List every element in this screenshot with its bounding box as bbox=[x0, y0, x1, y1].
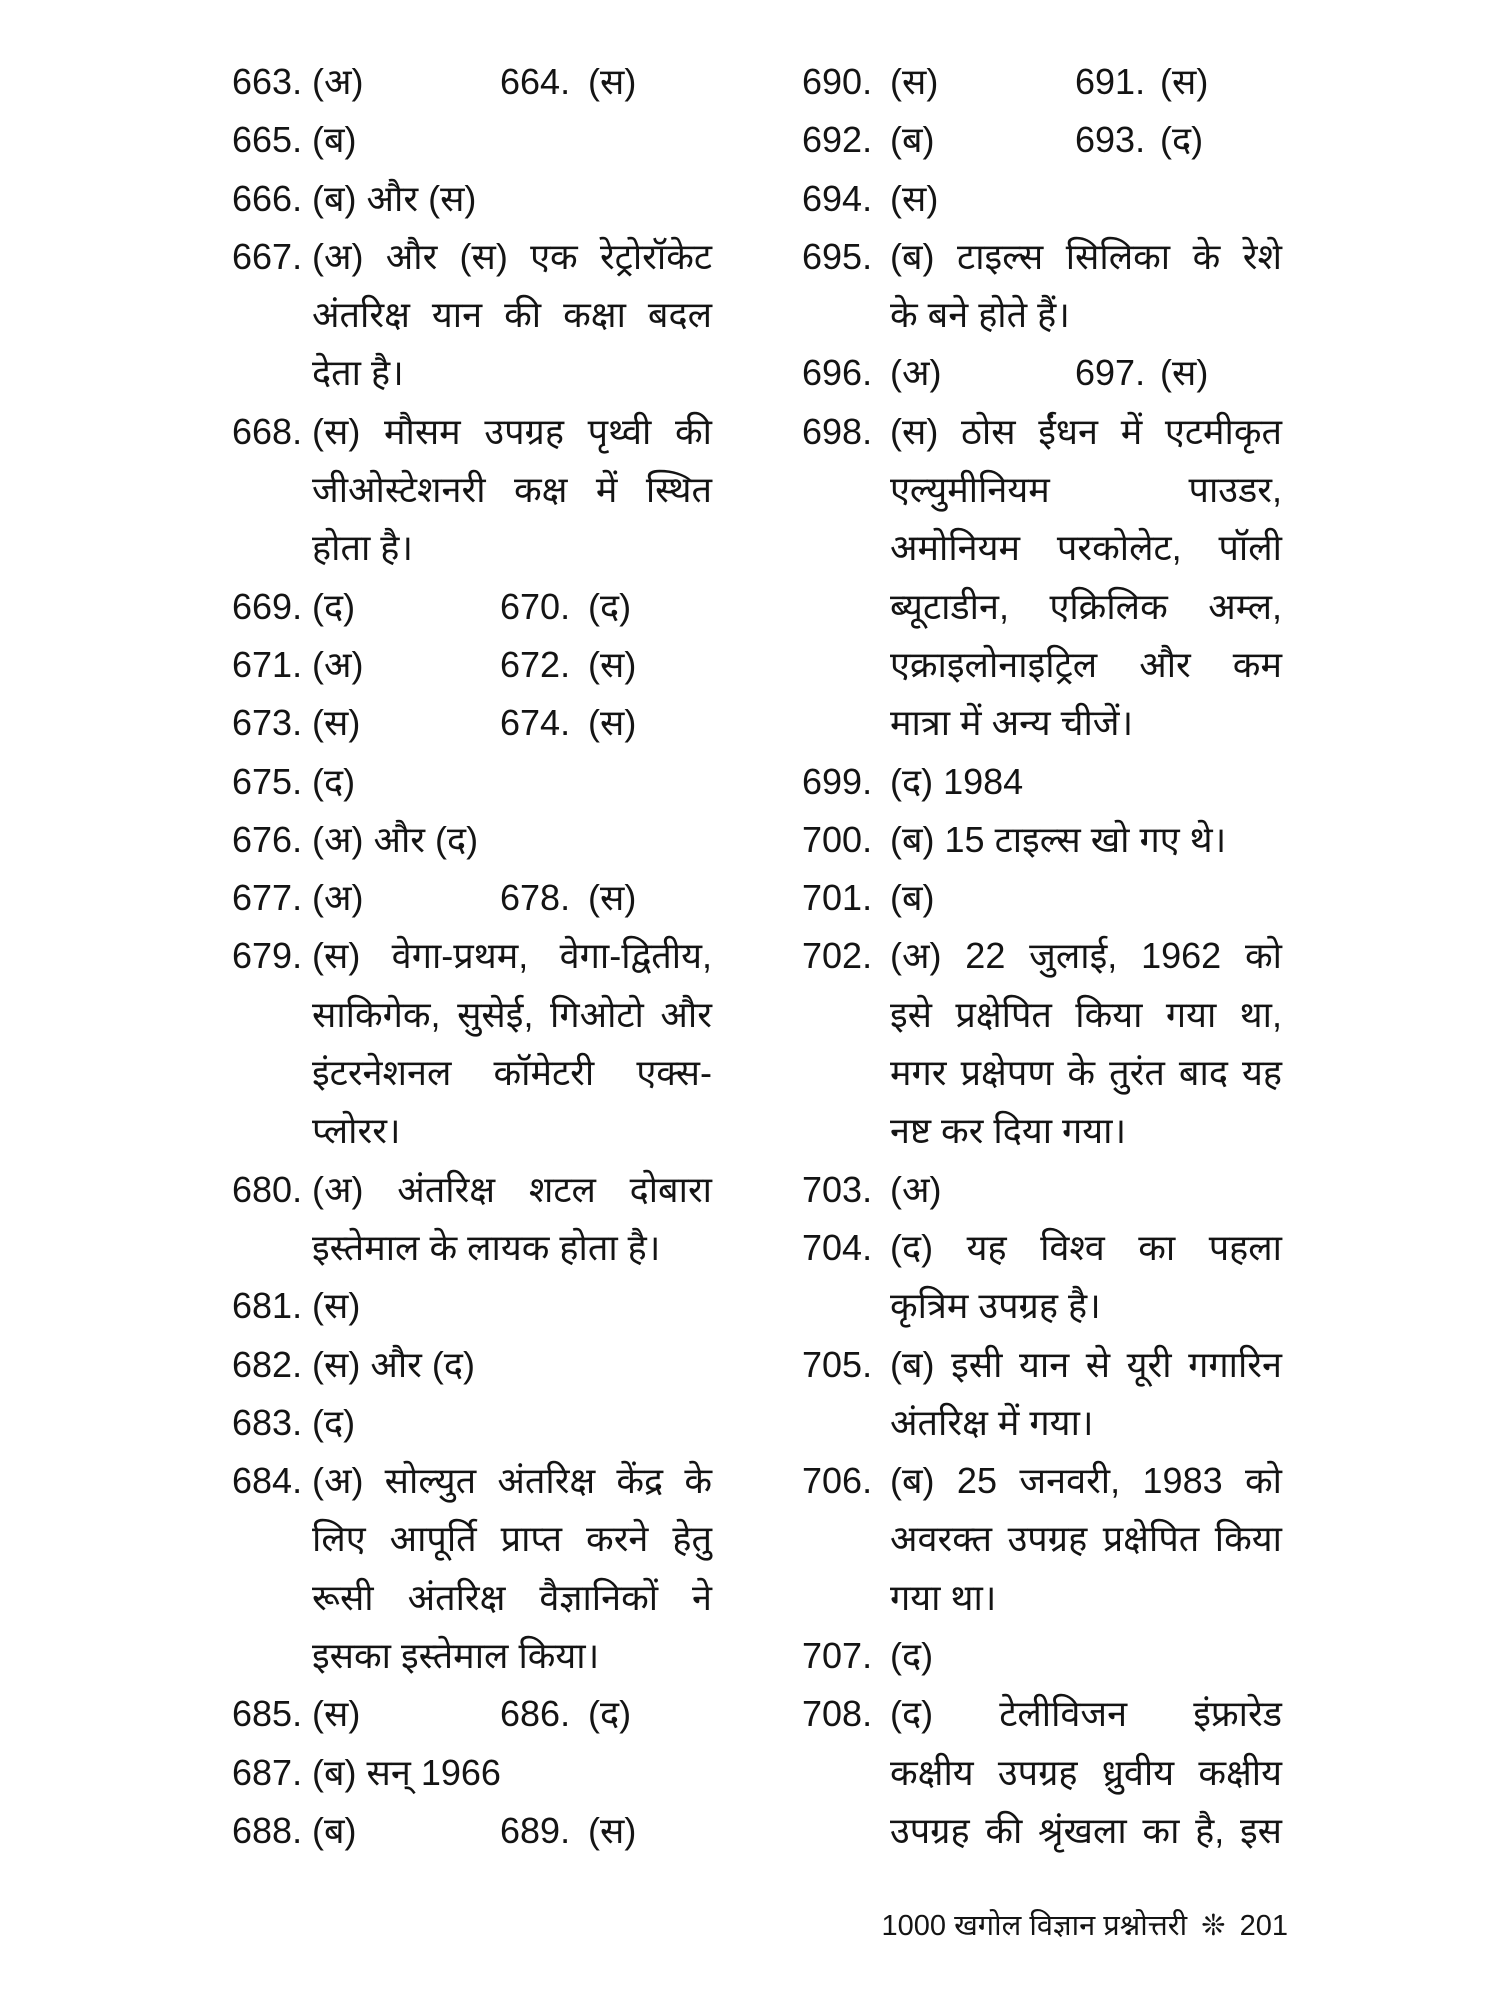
question-number: 694. bbox=[802, 177, 873, 219]
answer-text-line: (स) मौसम उपग्रह पृथ्वी की bbox=[312, 410, 712, 452]
answer-text-line: (ब) bbox=[312, 119, 357, 161]
question-number: 688. bbox=[232, 1809, 303, 1851]
answer-text-line: इंटरनेशनल कॉमेटरी एक्स- bbox=[312, 1052, 712, 1094]
answer-text-line: (ब) सन् 1966 bbox=[312, 1751, 501, 1793]
answer-text-line: साकिगेक, सुसेई, गिओटो और bbox=[312, 993, 712, 1035]
question-number: 669. bbox=[232, 585, 303, 627]
answer-text-line: इसका इस्तेमाल किया। bbox=[312, 1635, 600, 1677]
question-number: 663. bbox=[232, 61, 303, 102]
answer-text-line: (ब) इसी यान से यूरी गगारिन bbox=[890, 1343, 1282, 1385]
answer-text-line: लिए आपूर्ति प्राप्त करने हेतु bbox=[312, 1518, 712, 1560]
question-number: 686. bbox=[500, 1693, 571, 1735]
answer-676 bbox=[232, 811, 712, 869]
answer-text-line: (स) bbox=[312, 1285, 361, 1327]
question-number: 695. bbox=[802, 235, 873, 277]
right-answer-column bbox=[802, 53, 1282, 1860]
question-number: 699. bbox=[802, 760, 873, 802]
question-number: 675. bbox=[232, 760, 303, 802]
answer-text-line: मगर प्रक्षेपण के तुरंत बाद यह bbox=[890, 1052, 1282, 1094]
answer-667 bbox=[232, 228, 712, 403]
answer-text-line: (स) और (द) bbox=[312, 1343, 475, 1385]
question-number: 706. bbox=[802, 1460, 873, 1502]
page-footer bbox=[882, 1905, 1289, 1946]
answer-option: (स) bbox=[588, 1809, 637, 1851]
answer-707 bbox=[802, 1627, 1282, 1685]
answer-option: (द) bbox=[588, 585, 632, 627]
answer-text-line: कक्षीय उपग्रह ध्रुवीय कक्षीय bbox=[890, 1751, 1282, 1793]
question-number: 681. bbox=[232, 1285, 303, 1327]
answer-680 bbox=[232, 1161, 712, 1278]
answer-pair-669-670 bbox=[232, 578, 712, 636]
answer-675 bbox=[232, 753, 712, 811]
answer-text-line: एक्राइलोनाइट्रिल और कम bbox=[890, 643, 1282, 685]
question-number: 680. bbox=[232, 1168, 303, 1210]
question-number: 700. bbox=[802, 818, 873, 860]
answer-text-line: (द) यह विश्व का पहला bbox=[890, 1226, 1282, 1268]
answer-pair-690-691 bbox=[802, 53, 1282, 111]
answer-pair-688-689 bbox=[232, 1802, 712, 1860]
answer-text-line: अंतरिक्ष में गया। bbox=[890, 1401, 1094, 1443]
question-number: 707. bbox=[802, 1635, 873, 1677]
book-title: 1000 खगोल विज्ञान प्रश्नोत्तरी bbox=[881, 1910, 1188, 1942]
question-number: 671. bbox=[232, 643, 303, 685]
question-number: 672. bbox=[500, 643, 571, 685]
answer-text-line: (द) bbox=[312, 760, 356, 802]
question-number: 665. bbox=[232, 119, 303, 161]
answer-text-line: नष्ट कर दिया गया। bbox=[890, 1110, 1127, 1152]
question-number: 703. bbox=[802, 1168, 873, 1210]
question-number: 704. bbox=[802, 1226, 873, 1268]
answer-option: (द) bbox=[1160, 119, 1204, 161]
question-number: 693. bbox=[1075, 119, 1146, 161]
answer-option: (ब) bbox=[890, 119, 935, 161]
question-number: 690. bbox=[802, 61, 873, 102]
question-number: 679. bbox=[232, 935, 303, 977]
answer-option: (स) bbox=[588, 877, 637, 919]
question-number: 668. bbox=[232, 410, 303, 452]
question-number: 708. bbox=[802, 1693, 873, 1735]
answer-703 bbox=[802, 1161, 1282, 1219]
answer-679 bbox=[232, 927, 712, 1160]
answer-text-line: (द) टेलीविजन इंफ्रारेड bbox=[890, 1693, 1282, 1735]
answer-text-line: (द) bbox=[312, 1401, 356, 1443]
answer-text-line: गया था। bbox=[890, 1576, 997, 1618]
answer-option: (अ) bbox=[312, 61, 364, 102]
answer-text-line: कृत्रिम उपग्रह है। bbox=[890, 1285, 1101, 1327]
answer-700 bbox=[802, 811, 1282, 869]
answer-text-line: होता है। bbox=[312, 527, 414, 569]
answer-option: (द) bbox=[588, 1693, 632, 1735]
answer-694 bbox=[802, 170, 1282, 228]
answer-option: (स) bbox=[588, 61, 637, 102]
answer-682 bbox=[232, 1336, 712, 1394]
answer-text-line: मात्रा में अन्य चीजें। bbox=[890, 702, 1134, 744]
answer-option: (अ) bbox=[890, 352, 942, 394]
answer-text-line: (ब) 25 जनवरी, 1983 को bbox=[890, 1460, 1282, 1502]
question-number: 677. bbox=[232, 877, 303, 919]
answer-665 bbox=[232, 111, 712, 169]
question-number: 697. bbox=[1075, 352, 1146, 394]
question-number: 684. bbox=[232, 1460, 303, 1502]
answer-701 bbox=[802, 869, 1282, 927]
answer-option: (द) bbox=[312, 585, 356, 627]
question-number: 673. bbox=[232, 702, 303, 744]
answer-option: (स) bbox=[312, 702, 361, 744]
question-number: 702. bbox=[802, 935, 873, 977]
answer-text-line: (अ) और (स) एक रेट्रोरॉकेट bbox=[312, 235, 712, 277]
question-number: 696. bbox=[802, 352, 873, 394]
answer-pair-673-674 bbox=[232, 694, 712, 752]
answer-option: (स) bbox=[1160, 352, 1209, 394]
answer-option: (स) bbox=[890, 61, 939, 102]
answer-text-line: (अ) अंतरिक्ष शटल दोबारा bbox=[312, 1168, 712, 1210]
answer-text-line: के बने होते हैं। bbox=[890, 294, 1070, 336]
answer-text-line: (स) bbox=[890, 177, 939, 219]
answer-option: (स) bbox=[588, 643, 637, 685]
answer-pair-663-664 bbox=[232, 53, 712, 111]
question-number: 682. bbox=[232, 1343, 303, 1385]
answer-text-line: ब्यूटाडीन, एक्रिलिक अम्ल, bbox=[890, 585, 1282, 627]
answer-pair-696-697 bbox=[802, 344, 1282, 402]
answer-text-line: (द) bbox=[890, 1635, 934, 1677]
question-number: 705. bbox=[802, 1343, 873, 1385]
answer-text-line: प्लोरर। bbox=[312, 1110, 401, 1152]
answer-text-line: (स) ठोस ईंधन में एटमीकृत bbox=[890, 410, 1282, 452]
question-number: 676. bbox=[232, 818, 303, 860]
answer-pair-677-678 bbox=[232, 869, 712, 927]
footer-ornament-icon: ❊ bbox=[1201, 1908, 1226, 1942]
answer-text-line: एल्युमीनियम पाउडर, bbox=[890, 469, 1282, 511]
answer-text-line: (अ) bbox=[890, 1168, 942, 1210]
page-number: 201 bbox=[1239, 1910, 1288, 1942]
answer-687 bbox=[232, 1744, 712, 1802]
question-number: 692. bbox=[802, 119, 873, 161]
answer-text-line: इस्तेमाल के लायक होता है। bbox=[312, 1226, 661, 1268]
left-answer-column bbox=[232, 53, 712, 1860]
answer-text-line: उपग्रह की श्रृंखला का है, इस bbox=[890, 1809, 1282, 1851]
answer-pair-671-672 bbox=[232, 636, 712, 694]
answer-683 bbox=[232, 1394, 712, 1452]
answer-option: (स) bbox=[1160, 61, 1209, 102]
question-number: 674. bbox=[500, 702, 571, 744]
question-number: 687. bbox=[232, 1751, 303, 1793]
answer-text-line: (ब) bbox=[890, 877, 935, 919]
question-number: 678. bbox=[500, 877, 571, 919]
question-number: 683. bbox=[232, 1401, 303, 1443]
answer-text-line: इसे प्रक्षेपित किया गया था, bbox=[890, 993, 1282, 1035]
answer-option: (स) bbox=[588, 702, 637, 744]
answer-text-line: (स) वेगा-प्रथम, वेगा-द्वितीय, bbox=[312, 935, 712, 977]
answer-text-line: (द) 1984 bbox=[890, 760, 1024, 802]
question-number: 691. bbox=[1075, 61, 1146, 102]
answer-text-line: जीओस्टेशनरी कक्ष में स्थित bbox=[312, 469, 712, 511]
answer-text-line: देता है। bbox=[312, 352, 404, 394]
question-number: 666. bbox=[232, 177, 303, 219]
answer-option: (ब) bbox=[312, 1809, 357, 1851]
answer-681 bbox=[232, 1277, 712, 1335]
answer-option: (स) bbox=[312, 1693, 361, 1735]
answer-text-line: (अ) 22 जुलाई, 1962 को bbox=[890, 935, 1282, 977]
answer-text-line: (अ) सोल्युत अंतरिक्ष केंद्र के bbox=[312, 1460, 712, 1502]
answer-684 bbox=[232, 1452, 712, 1685]
question-number: 701. bbox=[802, 877, 873, 919]
question-number: 685. bbox=[232, 1693, 303, 1735]
answer-704 bbox=[802, 1219, 1282, 1336]
question-number: 667. bbox=[232, 235, 303, 277]
question-number: 698. bbox=[802, 410, 873, 452]
answer-text-line: अमोनियम परकोलेट, पॉली bbox=[890, 527, 1282, 569]
answer-option: (अ) bbox=[312, 877, 364, 919]
answer-702 bbox=[802, 927, 1282, 1160]
answer-666 bbox=[232, 170, 712, 228]
answer-text-line: अंतरिक्ष यान की कक्षा बदल bbox=[312, 294, 712, 336]
answer-pair-692-693 bbox=[802, 111, 1282, 169]
answer-699 bbox=[802, 753, 1282, 811]
answer-708 bbox=[802, 1685, 1282, 1860]
answer-option: (अ) bbox=[312, 643, 364, 685]
answer-668 bbox=[232, 403, 712, 578]
question-number: 670. bbox=[500, 585, 571, 627]
answer-text-line: (अ) और (द) bbox=[312, 818, 479, 860]
answer-705 bbox=[802, 1336, 1282, 1453]
answer-text-line: अवरक्त उपग्रह प्रक्षेपित किया bbox=[890, 1518, 1282, 1560]
answer-695 bbox=[802, 228, 1282, 345]
answer-text-line: रूसी अंतरिक्ष वैज्ञानिकों ने bbox=[312, 1576, 712, 1618]
answer-pair-685-686 bbox=[232, 1685, 712, 1743]
question-number: 664. bbox=[500, 61, 571, 102]
answer-698 bbox=[802, 403, 1282, 753]
answer-text-line: (ब) 15 टाइल्स खो गए थे। bbox=[890, 818, 1227, 860]
question-number: 689. bbox=[500, 1809, 571, 1851]
answer-text-line: (ब) टाइल्स सिलिका के रेशे bbox=[890, 235, 1282, 277]
answer-706 bbox=[802, 1452, 1282, 1627]
answer-text-line: (ब) और (स) bbox=[312, 177, 477, 219]
